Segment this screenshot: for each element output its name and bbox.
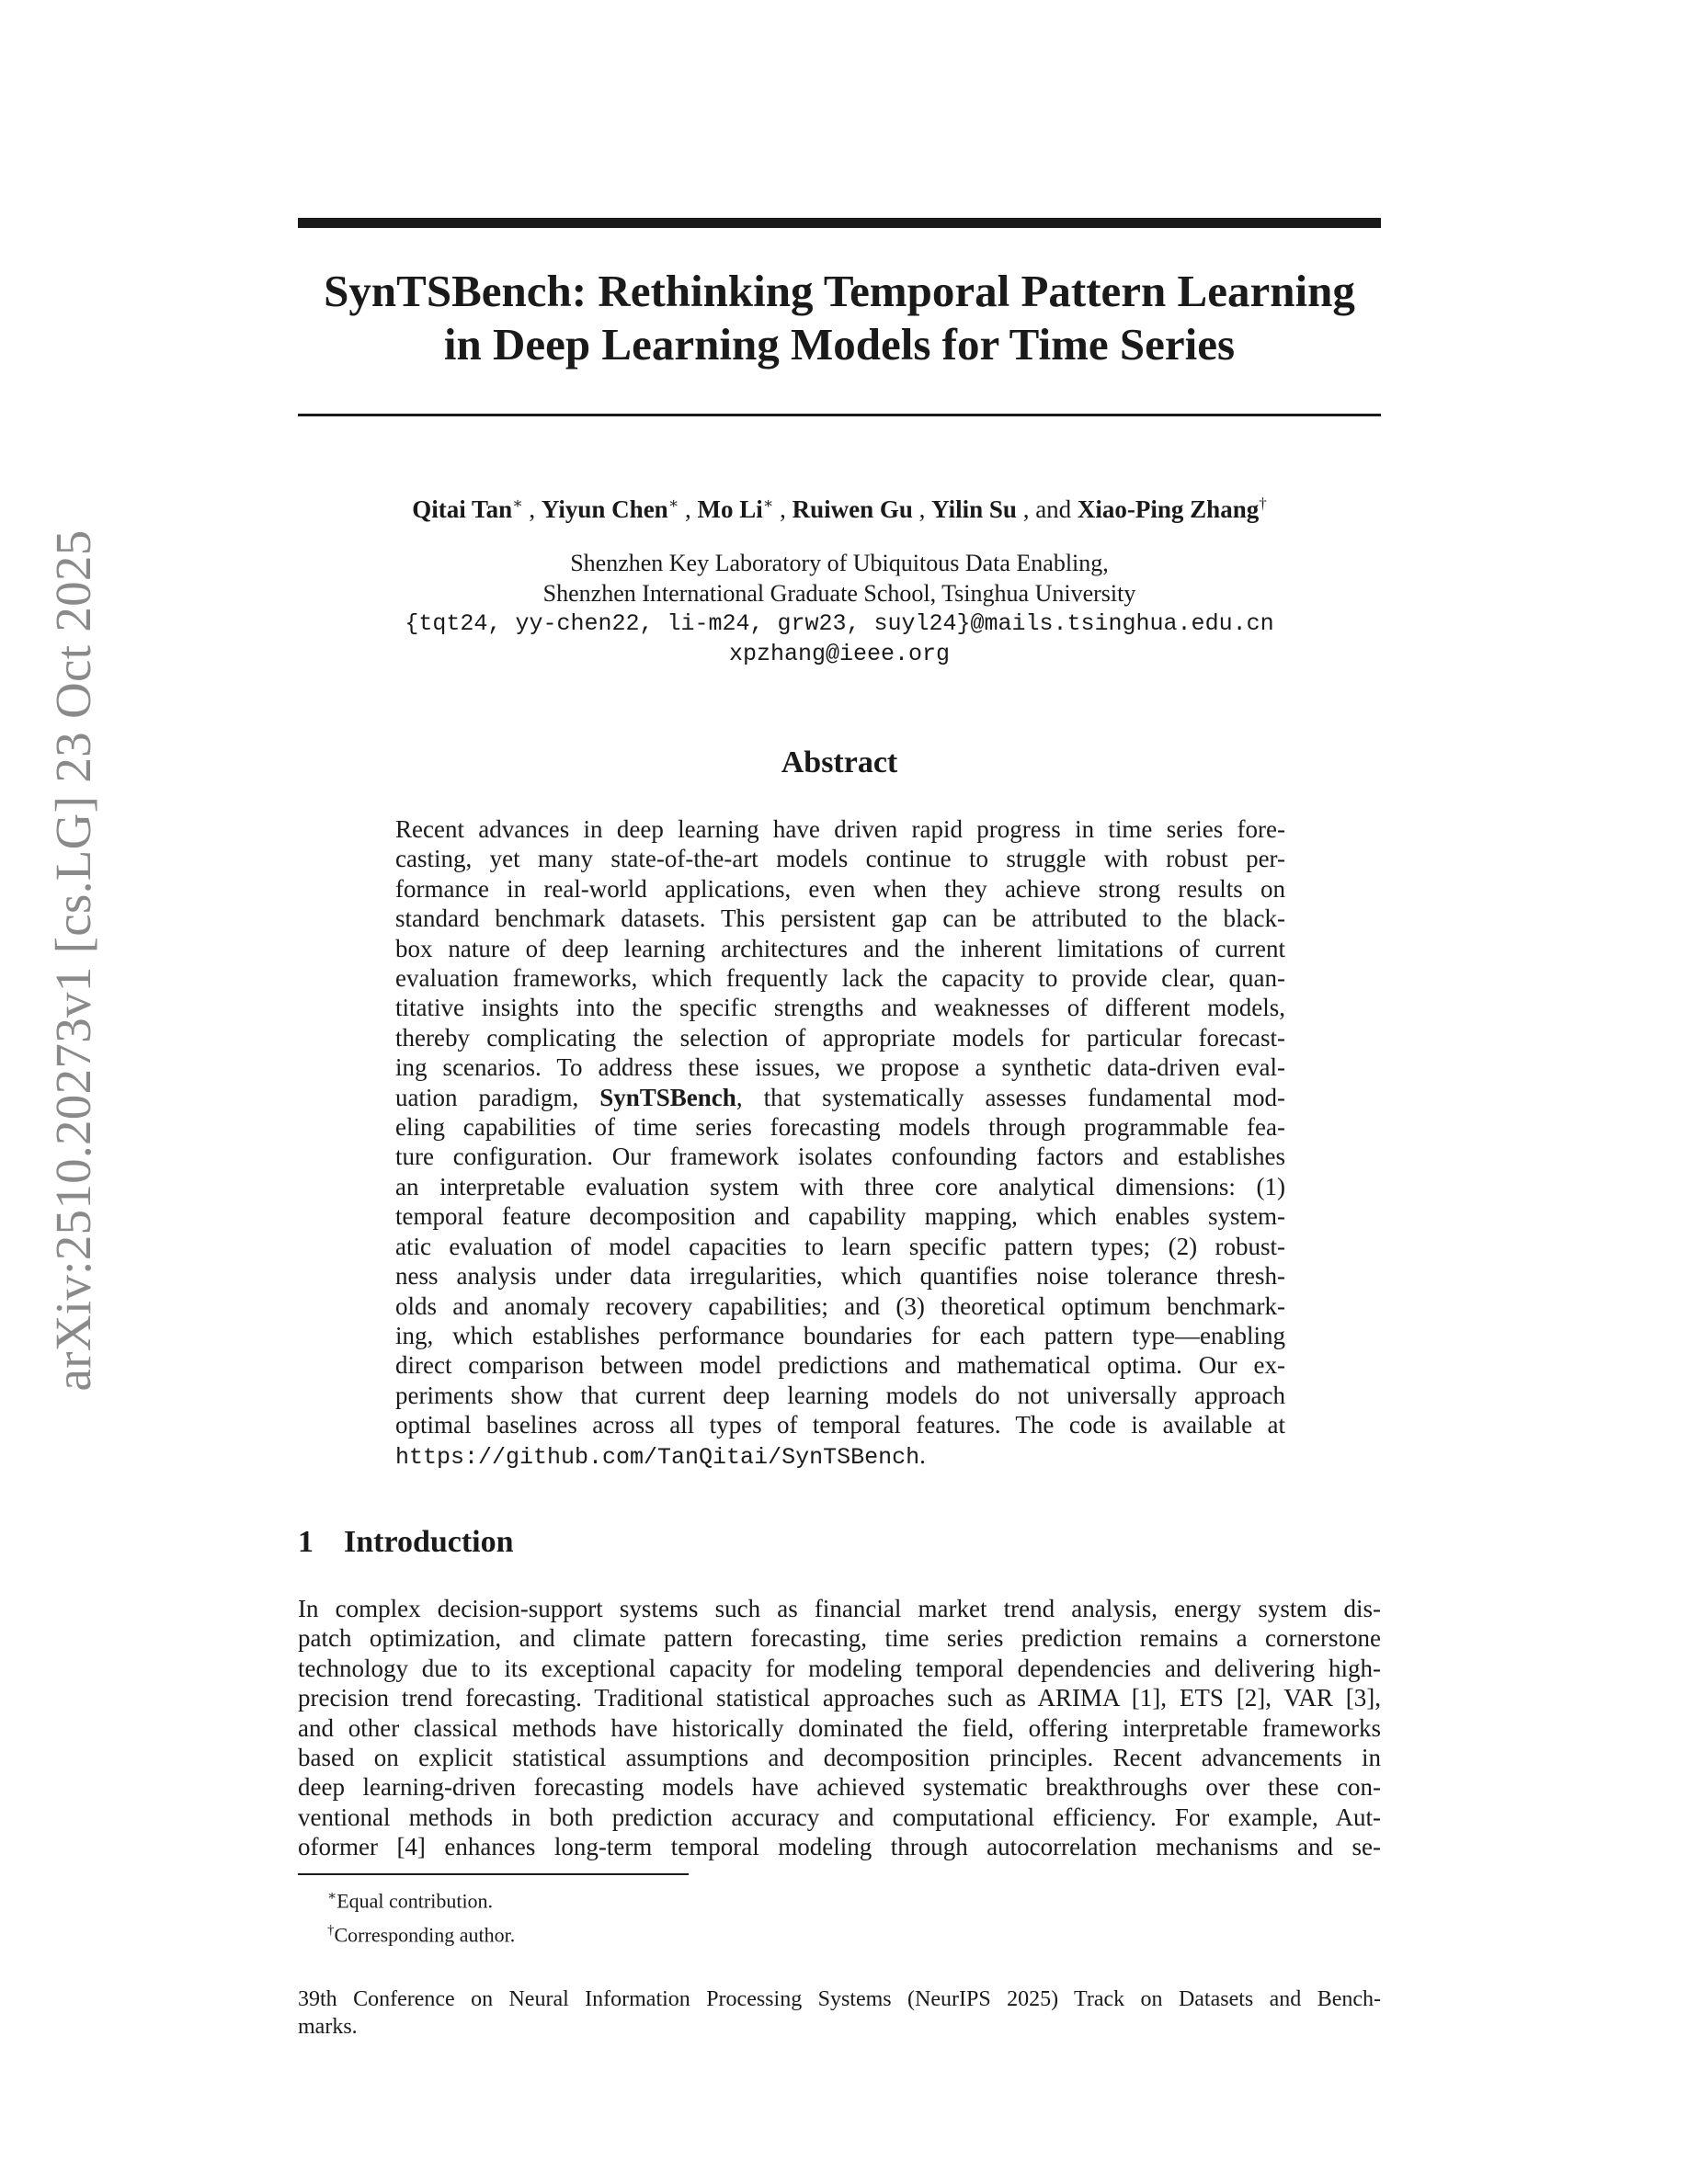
author-mark: ∗ bbox=[667, 495, 679, 512]
intro-line: oformer [4] enhances long-term temporal modeling through autocorrelation mechanisms and se- bbox=[298, 1833, 1381, 1861]
abstract-line: periments show that current deep learning models do not universally approach bbox=[395, 1381, 1285, 1409]
intro-line: deep learning-driven forecasting models have achieved systematic breakthroughs over these con- bbox=[298, 1773, 1381, 1802]
abstract-text: , that systematically assesses fundamental mod- bbox=[736, 1083, 1286, 1111]
abstract-line: ing, which establishes performance boundaries for each pattern type—enabling bbox=[395, 1321, 1285, 1349]
abstract-body bbox=[395, 814, 1285, 1473]
footnote bbox=[327, 1882, 1339, 1916]
intro-line: patch optimization, and climate pattern forecasting, time series prediction remains a cornerstone bbox=[298, 1624, 1381, 1653]
affiliation bbox=[298, 548, 1381, 669]
arxiv-stamp: arXiv:2510.20273v1 [cs.LG] 23 Oct 2025 bbox=[45, 529, 101, 1392]
author-mark: ∗ bbox=[512, 495, 523, 512]
author-name: Yiyun Chen bbox=[541, 495, 668, 523]
code-link[interactable]: https://github.com/TanQitai/SynTSBench bbox=[395, 1443, 920, 1471]
abstract-line: thereby complicating the selection of appropriate models for particular forecast- bbox=[395, 1023, 1285, 1052]
abstract-line bbox=[395, 1083, 1285, 1112]
footnote-mark: ∗ bbox=[327, 1889, 337, 1904]
author-name: Yilin Su bbox=[931, 495, 1017, 523]
footnote-rule bbox=[298, 1873, 689, 1875]
affiliation-line-1: Shenzhen Key Laboratory of Ubiquitous Data Enabling, bbox=[570, 550, 1109, 576]
author-name: Ruiwen Gu bbox=[792, 495, 913, 523]
abstract-text: . bbox=[919, 1440, 926, 1469]
intro-line: In complex decision-support systems such as financial market trend analysis, energy system dis- bbox=[298, 1595, 1381, 1622]
footnote-text: Corresponding author. bbox=[334, 1923, 516, 1947]
author-emails[interactable]: {tqt24, yy-chen22, li-m24, grw23, suyl24}@mails.tsinghua.edu.cn bbox=[405, 610, 1274, 637]
author-name: Mo Li bbox=[697, 495, 763, 523]
section-heading-introduction bbox=[298, 1524, 1381, 1561]
abstract-line: titative insights into the specific strengths and weaknesses of different models, bbox=[395, 994, 1285, 1022]
abstract-line: casting, yet many state-of-the-art models continue to struggle with robust per- bbox=[395, 845, 1285, 873]
section-title: Introduction bbox=[344, 1525, 514, 1559]
abstract-line: atic evaluation of model capacities to learn specific pattern types; (2) robust- bbox=[395, 1232, 1285, 1260]
intro-line: ventional methods in both prediction accuracy and computational efficiency. For example, Aut- bbox=[298, 1803, 1381, 1831]
venue-line: marks. bbox=[298, 2015, 358, 2039]
abstract-line: ing scenarios. To address these issues, we propose a synthetic data-driven eval- bbox=[395, 1053, 1285, 1082]
title-line-2: in Deep Learning Models for Time Series bbox=[443, 319, 1236, 370]
intro-line: technology due to its exceptional capacity for modeling temporal dependencies and delivering high- bbox=[298, 1654, 1381, 1682]
venue-note bbox=[298, 1985, 1381, 2041]
intro-line: precision trend forecasting. Traditional statistical approaches such as ARIMA [1], ETS [2], VAR [3], bbox=[298, 1684, 1381, 1712]
corresponding-email[interactable]: xpzhang@ieee.org bbox=[728, 641, 951, 667]
title-line-1: SynTSBench: Rethinking Temporal Pattern Learning bbox=[324, 266, 1355, 316]
author-name: Qitai Tan bbox=[412, 495, 513, 523]
title-bottom-rule bbox=[298, 414, 1381, 416]
benchmark-name: SynTSBench bbox=[599, 1083, 736, 1111]
abstract-line: eling capabilities of time series forecasting models through programmable fea- bbox=[395, 1113, 1285, 1142]
abstract-line: box nature of deep learning architectures and the inherent limitations of current bbox=[395, 934, 1285, 962]
abstract-line: evaluation frameworks, which frequently lack the capacity to provide clear, quan- bbox=[395, 964, 1285, 993]
abstract-line: optimal baselines across all types of temporal features. The code is available at bbox=[395, 1411, 1285, 1439]
abstract-line bbox=[395, 1440, 1285, 1473]
abstract-heading: Abstract bbox=[781, 745, 898, 779]
author-mark: ∗ bbox=[762, 495, 774, 512]
abstract-line: formance in real-world applications, even when they achieve strong results on bbox=[395, 874, 1285, 903]
abstract-line: standard benchmark datasets. This persistent gap can be attributed to the black- bbox=[395, 904, 1285, 933]
abstract-line: direct comparison between model predictions and mathematical optima. Our ex- bbox=[395, 1351, 1285, 1380]
author-mark: † bbox=[1259, 495, 1267, 512]
author-name: Xiao-Ping Zhang bbox=[1077, 495, 1260, 523]
section-number: 1 bbox=[298, 1525, 314, 1559]
intro-line: based on explicit statistical assumptions and decomposition principles. Recent advancements in bbox=[298, 1744, 1381, 1772]
footnotes bbox=[327, 1882, 1339, 1951]
abstract-line: temporal feature decomposition and capability mapping, which enables system- bbox=[395, 1202, 1285, 1231]
affiliation-line-2: Shenzhen International Graduate School, Tsinghua University bbox=[542, 580, 1136, 607]
footnote-text: Equal contribution. bbox=[336, 1889, 494, 1913]
abstract-line: olds and anomaly recovery capabilities; and (3) theoretical optimum benchmark- bbox=[395, 1291, 1285, 1320]
author-list: Qitai Tan∗ , Yiyun Chen∗ , Mo Li∗ , Ruiwen Gu , Yilin Su , and Xiao-Ping Zhang† bbox=[412, 495, 1267, 523]
abstract-line: ness analysis under data irregularities, which quantifies noise tolerance thresh- bbox=[395, 1262, 1285, 1291]
footnote-mark: † bbox=[327, 1923, 335, 1939]
title-top-rule bbox=[298, 218, 1381, 228]
venue-line: 39th Conference on Neural Information Processing Systems (NeurIPS 2025) Track on Datasets and Bench- bbox=[298, 1987, 1381, 2011]
footnote bbox=[327, 1916, 1339, 1950]
abstract-line: ture configuration. Our framework isolates confounding factors and establishes bbox=[395, 1143, 1285, 1171]
abstract-line: Recent advances in deep learning have driven rapid progress in time series fore- bbox=[395, 815, 1285, 843]
intro-line: and other classical methods have historically dominated the field, offering interpretable frameworks bbox=[298, 1713, 1381, 1742]
abstract-line: an interpretable evaluation system with three core analytical dimensions: (1) bbox=[395, 1172, 1285, 1200]
introduction-body bbox=[298, 1594, 1381, 1862]
authors-joiner: and bbox=[1035, 495, 1072, 523]
abstract-text: uation paradigm, bbox=[395, 1083, 600, 1111]
paper-title bbox=[298, 265, 1381, 371]
